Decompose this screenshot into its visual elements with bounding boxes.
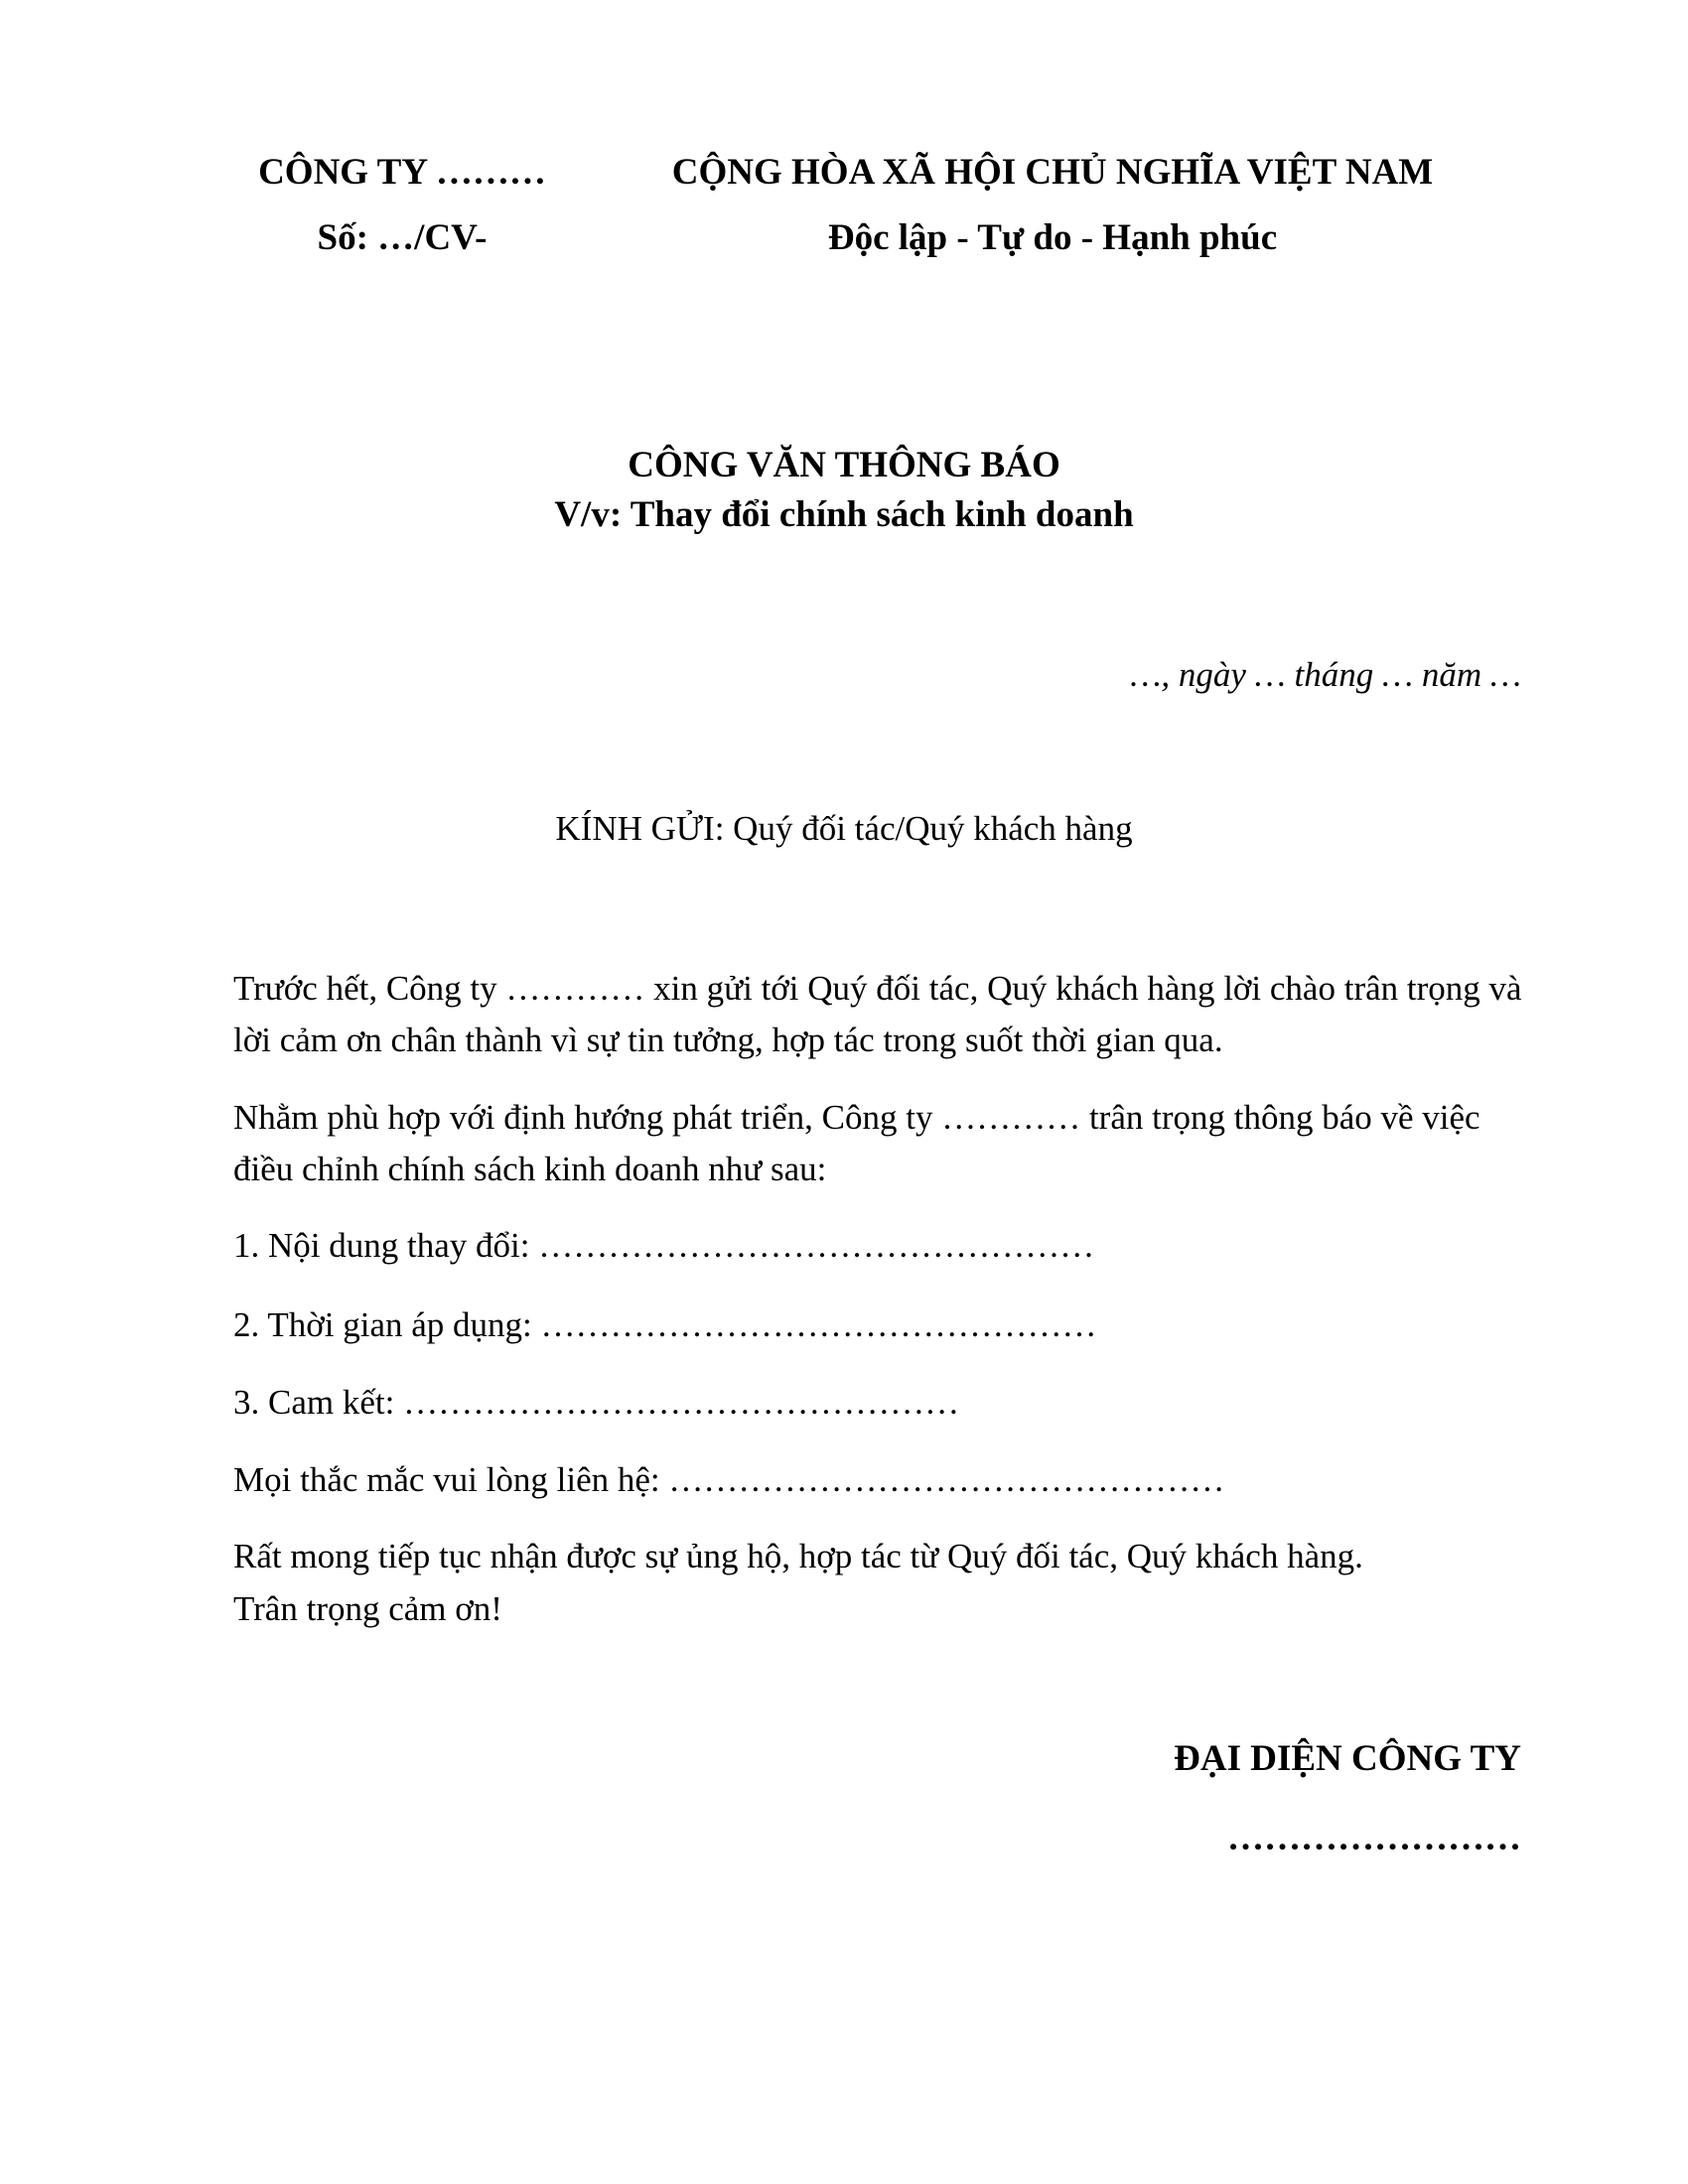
national-motto: Độc lập - Tự do - Hạnh phúc <box>827 217 1278 258</box>
body-paragraph-intro: Trước hết, Công ty ………… xin gửi tới Quý đối tác, Quý khách hàng lời chào trân trọng và lời cảm ơn chân thành vì sự tin tưởng, hợp tác trong suốt thời gian qua. <box>233 969 1522 1059</box>
signature-label: ĐẠI DIỆN CÔNG TY <box>1174 1738 1521 1779</box>
closing-line: Rất mong tiếp tục nhận được sự ủng hộ, hợp tác từ Quý đối tác, Quý khách hàng. <box>233 1537 1363 1575</box>
list-item-change-content: 1. Nội dung thay đổi: ………………………………………… <box>233 1226 1095 1265</box>
document-number: Số: …/CV- <box>317 217 488 258</box>
date-line: …, ngày … tháng … năm … <box>1130 655 1521 694</box>
contact-line: Mọi thắc mắc vui lòng liên hệ: ………………………………………… <box>233 1460 1225 1499</box>
company-name: CÔNG TY ……… <box>258 152 546 193</box>
body-paragraph-purpose: Nhằm phù hợp với định hướng phát triển, Công ty ………… trân trọng thông báo về việc điều chỉnh chính sách kinh doanh như sau: <box>233 1098 1480 1188</box>
list-item-commitment: 3. Cam kết: ………………………………………… <box>233 1383 960 1422</box>
thank-you-line: Trân trọng cảm ơn! <box>233 1589 502 1628</box>
recipient-line: KÍNH GỬI: Quý đối tác/Quý khách hàng <box>555 809 1133 848</box>
list-item-effective-time: 2. Thời gian áp dụng: ………………………………………… <box>233 1305 1097 1344</box>
signature-placeholder: …………………… <box>1227 1818 1521 1858</box>
document-title: CÔNG VĂN THÔNG BÁO <box>628 445 1060 485</box>
document-subject: V/v: Thay đổi chính sách kinh doanh <box>554 494 1134 535</box>
national-title: CỘNG HÒA XÃ HỘI CHỦ NGHĨA VIỆT NAM <box>671 152 1434 193</box>
